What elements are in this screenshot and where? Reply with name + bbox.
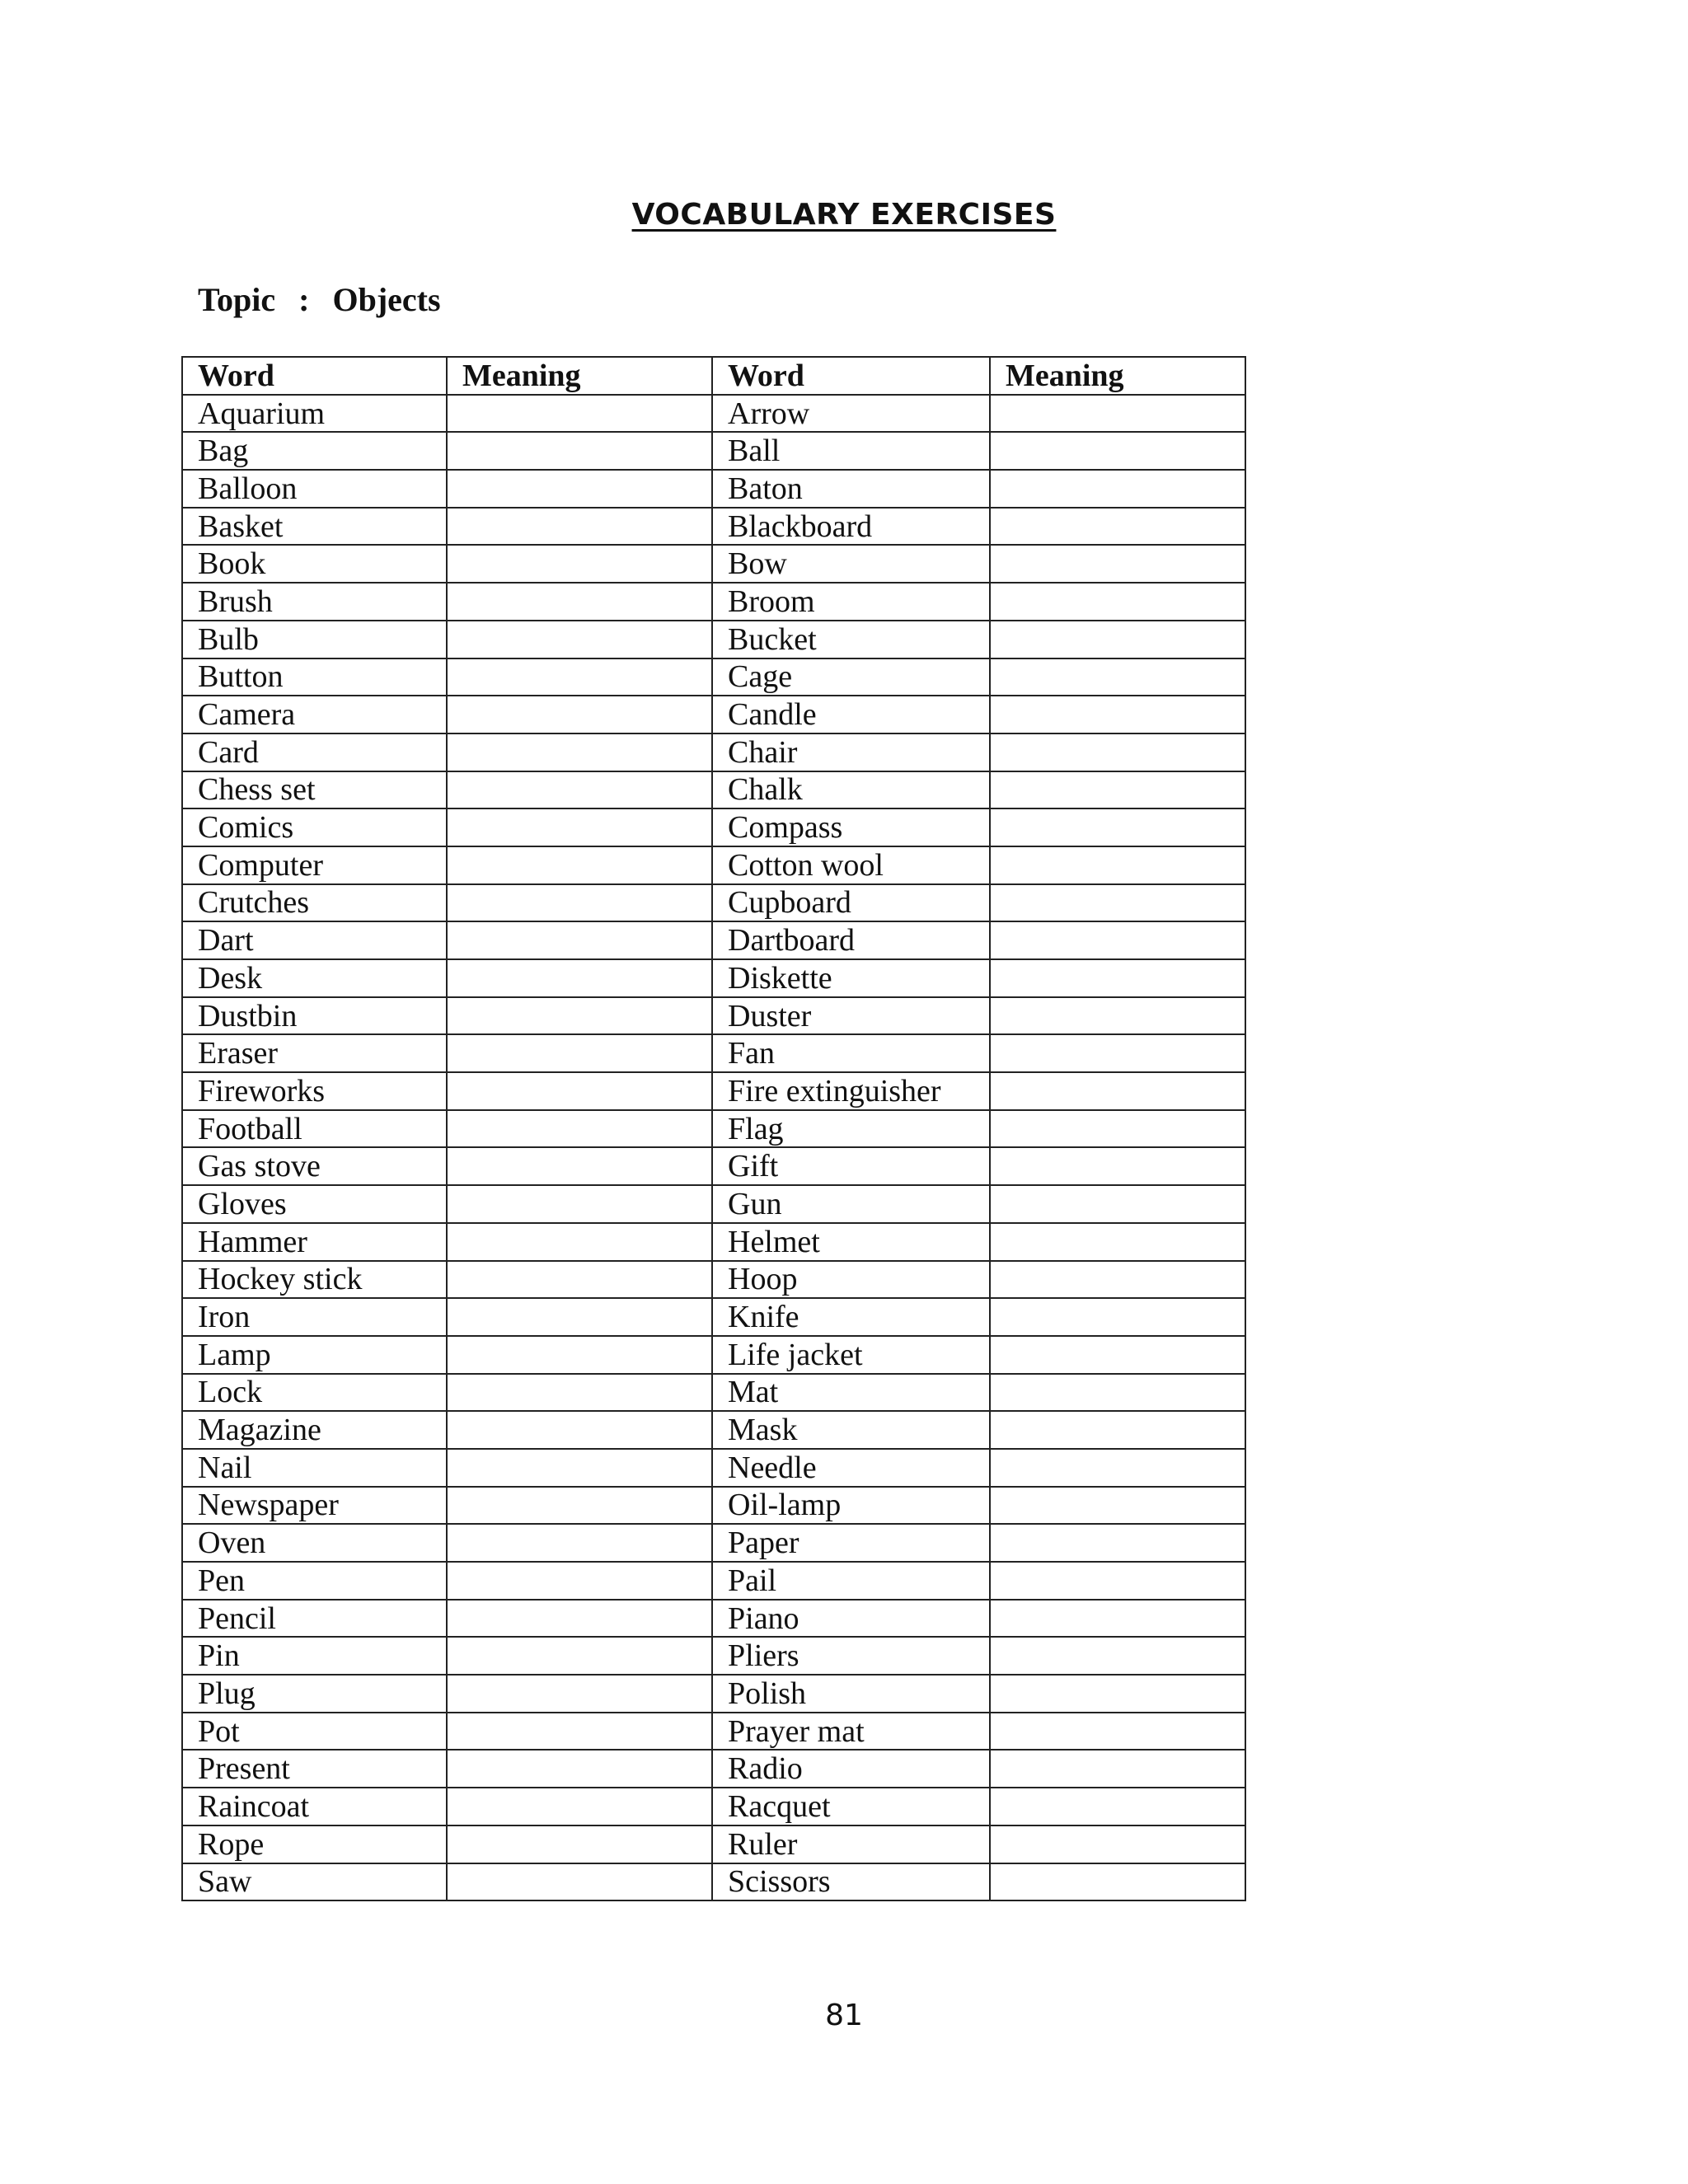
table-header-row [182,357,1245,395]
meaning-right-cell[interactable] [990,1261,1245,1299]
topic-separator: : [298,281,310,318]
meaning-right-cell[interactable] [990,583,1245,621]
header-meaning-left: Meaning [447,357,712,395]
word-right-cell: Bow [712,545,990,583]
table-row [182,1411,1245,1449]
word-left-cell: Crutches [182,884,447,922]
table-row [182,771,1245,809]
word-left-cell: Magazine [182,1411,447,1449]
meaning-right-cell[interactable] [990,432,1245,470]
word-right-cell: Knife [712,1298,990,1336]
meaning-left-cell[interactable] [447,583,712,621]
meaning-right-cell[interactable] [990,1863,1245,1901]
word-right-cell: Chalk [712,771,990,809]
meaning-right-cell[interactable] [990,1223,1245,1261]
table-row [182,1223,1245,1261]
meaning-right-cell[interactable] [990,1637,1245,1675]
table-row [182,1562,1245,1600]
table-row [182,1788,1245,1825]
table-row [182,808,1245,846]
word-right-cell: Gun [712,1185,990,1223]
word-left-cell: Brush [182,583,447,621]
word-right-cell: Life jacket [712,1336,990,1374]
meaning-left-cell[interactable] [447,1223,712,1261]
word-left-cell: Bag [182,432,447,470]
meaning-right-cell[interactable] [990,1600,1245,1638]
word-right-cell: Pail [712,1562,990,1600]
word-right-cell: Diskette [712,959,990,997]
meaning-left-cell[interactable] [447,1788,712,1825]
meaning-left-cell[interactable] [447,1524,712,1562]
table-row [182,395,1245,433]
word-right-cell: Hoop [712,1261,990,1299]
meaning-right-cell[interactable] [990,1411,1245,1449]
page-title: VOCABULARY EXERCISES [631,198,1057,232]
word-right-cell: Compass [712,808,990,846]
word-right-cell: Mat [712,1374,990,1412]
header-meaning-right: Meaning [990,357,1245,395]
table-row [182,545,1245,583]
meaning-left-cell[interactable] [447,395,712,433]
topic-line [198,280,441,319]
word-left-cell: Iron [182,1298,447,1336]
word-left-cell: Gas stove [182,1147,447,1185]
word-left-cell: Eraser [182,1034,447,1072]
meaning-right-cell[interactable] [990,1072,1245,1110]
meaning-right-cell[interactable] [990,1675,1245,1713]
header-word-right: Word [712,357,990,395]
meaning-left-cell[interactable] [447,846,712,884]
table-row [182,1487,1245,1525]
word-right-cell: Piano [712,1600,990,1638]
meaning-right-cell[interactable] [990,395,1245,433]
word-right-cell: Oil-lamp [712,1487,990,1525]
word-left-cell: Balloon [182,470,447,508]
meaning-left-cell[interactable] [447,1562,712,1600]
meaning-left-cell[interactable] [447,508,712,546]
table-row [182,959,1245,997]
meaning-right-cell[interactable] [990,1524,1245,1562]
meaning-right-cell[interactable] [990,921,1245,959]
word-left-cell: Rope [182,1825,447,1863]
word-right-cell: Candle [712,696,990,733]
table-row [182,1750,1245,1788]
page-number: 81 [825,1999,863,2032]
meaning-left-cell[interactable] [447,959,712,997]
table-row [182,1863,1245,1901]
meaning-left-cell[interactable] [447,997,712,1035]
meaning-left-cell[interactable] [447,1072,712,1110]
meaning-right-cell[interactable] [990,658,1245,696]
word-right-cell: Pliers [712,1637,990,1675]
meaning-right-cell[interactable] [990,1147,1245,1185]
meaning-right-cell[interactable] [990,545,1245,583]
word-left-cell: Pot [182,1713,447,1750]
word-left-cell: Book [182,545,447,583]
word-right-cell: Duster [712,997,990,1035]
word-left-cell: Hammer [182,1223,447,1261]
table-row [182,1449,1245,1487]
table-row [182,1524,1245,1562]
word-left-cell: Pencil [182,1600,447,1638]
meaning-right-cell[interactable] [990,1034,1245,1072]
topic-label: Topic [198,281,276,318]
meaning-right-cell[interactable] [990,997,1245,1035]
meaning-right-cell[interactable] [990,771,1245,809]
meaning-left-cell[interactable] [447,1298,712,1336]
word-right-cell: Cupboard [712,884,990,922]
meaning-right-cell[interactable] [990,470,1245,508]
meaning-right-cell[interactable] [990,1713,1245,1750]
table-row [182,1185,1245,1223]
meaning-left-cell[interactable] [447,696,712,733]
word-left-cell: Computer [182,846,447,884]
meaning-right-cell[interactable] [990,1562,1245,1600]
meaning-left-cell[interactable] [447,921,712,959]
word-right-cell: Helmet [712,1223,990,1261]
word-right-cell: Bucket [712,621,990,658]
table-row [182,470,1245,508]
meaning-right-cell[interactable] [990,1110,1245,1148]
word-left-cell: Lock [182,1374,447,1412]
table-row [182,1713,1245,1750]
table-row [182,658,1245,696]
word-right-cell: Prayer mat [712,1713,990,1750]
meaning-left-cell[interactable] [447,1825,712,1863]
meaning-right-cell[interactable] [990,1449,1245,1487]
table-row [182,1072,1245,1110]
table-row [182,1261,1245,1299]
header-word-left: Word [182,357,447,395]
word-left-cell: Aquarium [182,395,447,433]
word-right-cell: Mask [712,1411,990,1449]
meaning-left-cell[interactable] [447,1411,712,1449]
word-left-cell: Bulb [182,621,447,658]
word-left-cell: Newspaper [182,1487,447,1525]
word-right-cell: Broom [712,583,990,621]
meaning-right-cell[interactable] [990,1336,1245,1374]
meaning-right-cell[interactable] [990,508,1245,546]
meaning-left-cell[interactable] [447,1713,712,1750]
word-left-cell: Pin [182,1637,447,1675]
word-left-cell: Lamp [182,1336,447,1374]
meaning-left-cell[interactable] [447,1637,712,1675]
word-left-cell: Button [182,658,447,696]
word-left-cell: Saw [182,1863,447,1901]
meaning-right-cell[interactable] [990,1374,1245,1412]
meaning-right-cell[interactable] [990,1788,1245,1825]
table-row [182,1600,1245,1638]
meaning-left-cell[interactable] [447,1600,712,1638]
meaning-left-cell[interactable] [447,432,712,470]
table-row [182,1637,1245,1675]
word-right-cell: Flag [712,1110,990,1148]
meaning-left-cell[interactable] [447,658,712,696]
table-row [182,1034,1245,1072]
meaning-left-cell[interactable] [447,545,712,583]
vocabulary-table [181,356,1246,1901]
word-right-cell: Scissors [712,1863,990,1901]
word-left-cell: Raincoat [182,1788,447,1825]
table-row [182,1374,1245,1412]
word-left-cell: Plug [182,1675,447,1713]
meaning-right-cell[interactable] [990,1750,1245,1788]
meaning-left-cell[interactable] [447,808,712,846]
word-right-cell: Chair [712,733,990,771]
meaning-left-cell[interactable] [447,1750,712,1788]
word-left-cell: Desk [182,959,447,997]
meaning-right-cell[interactable] [990,884,1245,922]
word-left-cell: Pen [182,1562,447,1600]
table-row [182,1675,1245,1713]
word-right-cell: Cage [712,658,990,696]
word-right-cell: Baton [712,470,990,508]
meaning-left-cell[interactable] [447,621,712,658]
meaning-left-cell[interactable] [447,1336,712,1374]
meaning-left-cell[interactable] [447,884,712,922]
table-row [182,997,1245,1035]
table-row [182,508,1245,546]
meaning-left-cell[interactable] [447,1449,712,1487]
word-right-cell: Fan [712,1034,990,1072]
word-right-cell: Dartboard [712,921,990,959]
word-right-cell: Blackboard [712,508,990,546]
topic-value: Objects [332,281,441,318]
table-row [182,884,1245,922]
meaning-right-cell[interactable] [990,621,1245,658]
word-right-cell: Cotton wool [712,846,990,884]
word-left-cell: Present [182,1750,447,1788]
meaning-left-cell[interactable] [447,1487,712,1525]
meaning-left-cell[interactable] [447,1675,712,1713]
table-row [182,1825,1245,1863]
word-right-cell: Racquet [712,1788,990,1825]
table-row [182,921,1245,959]
word-left-cell: Hockey stick [182,1261,447,1299]
word-left-cell: Oven [182,1524,447,1562]
word-left-cell: Dart [182,921,447,959]
word-left-cell: Dustbin [182,997,447,1035]
table-row [182,1147,1245,1185]
word-left-cell: Comics [182,808,447,846]
word-right-cell: Gift [712,1147,990,1185]
word-left-cell: Card [182,733,447,771]
word-left-cell: Fireworks [182,1072,447,1110]
meaning-right-cell[interactable] [990,1487,1245,1525]
word-left-cell: Chess set [182,771,447,809]
table-body [182,395,1245,1901]
meaning-left-cell[interactable] [447,470,712,508]
word-right-cell: Needle [712,1449,990,1487]
word-left-cell: Camera [182,696,447,733]
word-right-cell: Ruler [712,1825,990,1863]
table-row [182,621,1245,658]
table-row [182,1110,1245,1148]
meaning-right-cell[interactable] [990,1825,1245,1863]
meaning-right-cell[interactable] [990,808,1245,846]
meaning-right-cell[interactable] [990,733,1245,771]
table-row [182,432,1245,470]
meaning-right-cell[interactable] [990,696,1245,733]
word-left-cell: Basket [182,508,447,546]
meaning-left-cell[interactable] [447,771,712,809]
meaning-right-cell[interactable] [990,846,1245,884]
word-right-cell: Fire extinguisher [712,1072,990,1110]
word-left-cell: Football [182,1110,447,1148]
table-row [182,1298,1245,1336]
table-row [182,583,1245,621]
meaning-right-cell[interactable] [990,1185,1245,1223]
word-right-cell: Polish [712,1675,990,1713]
meaning-left-cell[interactable] [447,1863,712,1901]
meaning-left-cell[interactable] [447,1147,712,1185]
word-right-cell: Radio [712,1750,990,1788]
word-left-cell: Nail [182,1449,447,1487]
word-right-cell: Paper [712,1524,990,1562]
meaning-right-cell[interactable] [990,1298,1245,1336]
word-left-cell: Gloves [182,1185,447,1223]
meaning-right-cell[interactable] [990,959,1245,997]
table-row [182,1336,1245,1374]
meaning-left-cell[interactable] [447,1034,712,1072]
word-right-cell: Ball [712,432,990,470]
table-row [182,846,1245,884]
meaning-left-cell[interactable] [447,1261,712,1299]
word-right-cell: Arrow [712,395,990,433]
meaning-left-cell[interactable] [447,1110,712,1148]
table-row [182,733,1245,771]
meaning-left-cell[interactable] [447,733,712,771]
table-row [182,696,1245,733]
meaning-left-cell[interactable] [447,1374,712,1412]
meaning-left-cell[interactable] [447,1185,712,1223]
